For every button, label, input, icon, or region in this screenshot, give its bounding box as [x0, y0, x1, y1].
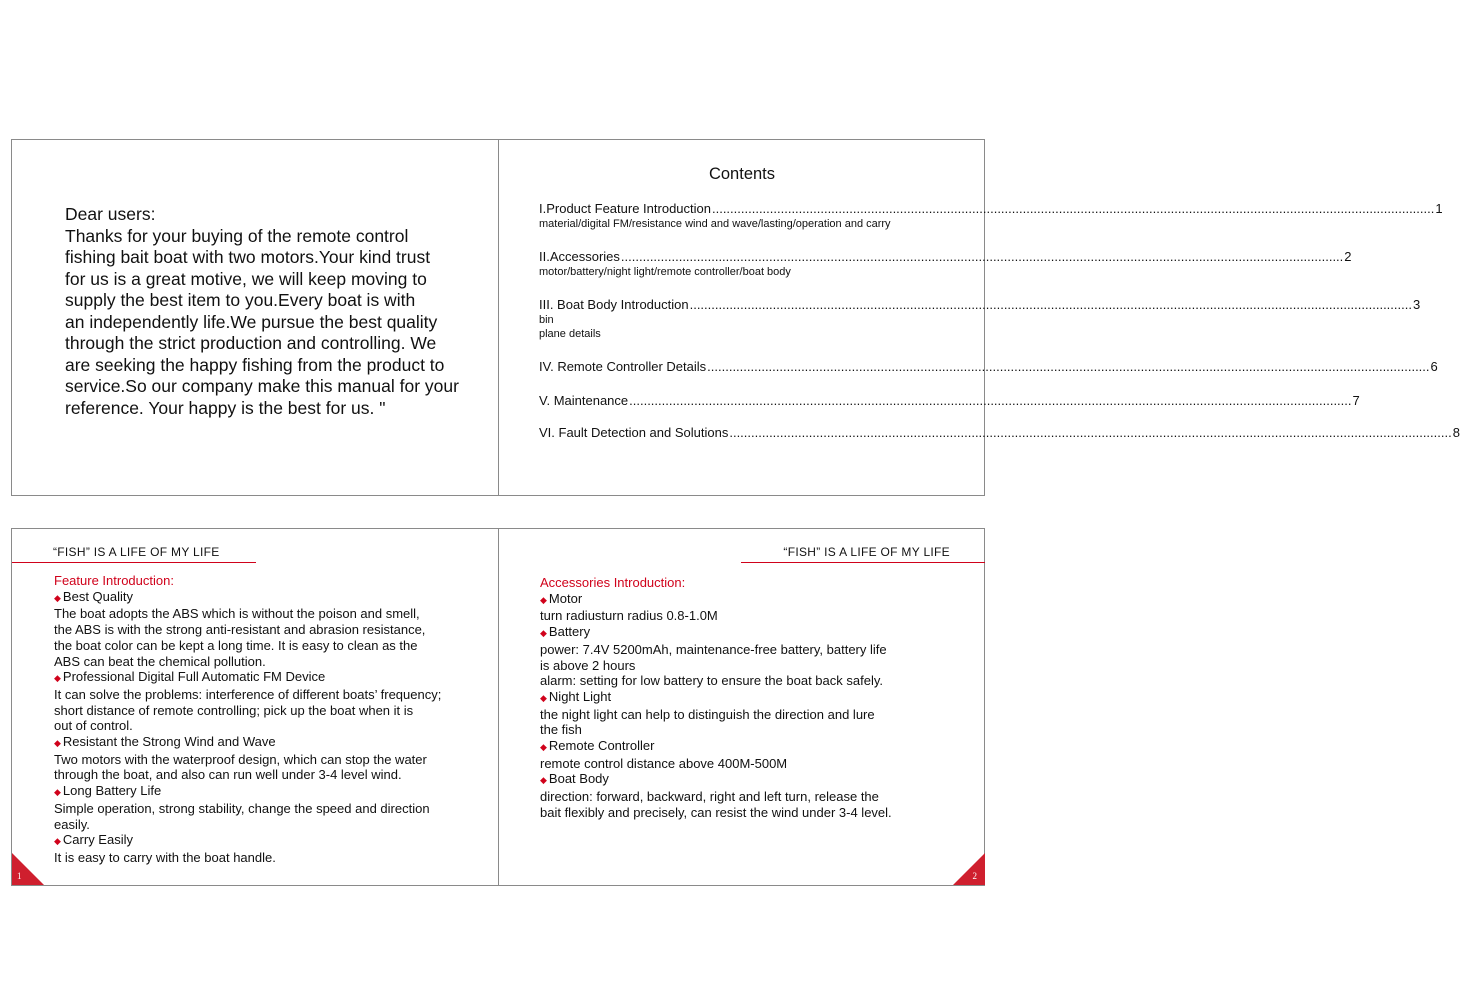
- item-text-line: power: 7.4V 5200mAh, maintenance-free battery, battery life: [540, 641, 887, 657]
- page-corner-mark: [953, 853, 985, 885]
- toc-line: [539, 201, 1443, 217]
- page-letter: [12, 140, 498, 495]
- item-text-line: The boat adopts the ABS which is without the poison and smell,: [54, 606, 420, 622]
- red-diamond-icon: ◆: [54, 787, 61, 798]
- item-heading-text: Remote Controller: [548, 738, 655, 754]
- toc-entry: [539, 201, 1443, 231]
- toc-leader-dots: ........................................................................................................................................................................................................: [729, 425, 1452, 440]
- letter-line: fishing bait boat with two motors.Your kind trust: [65, 247, 431, 267]
- letter-line: through the strict production and controlling. We: [65, 333, 437, 353]
- section-title: Feature Introduction:: [54, 573, 174, 588]
- letter-line: Dear users:: [65, 204, 156, 224]
- item-text-line: Simple operation, strong stability, change the speed and direction: [54, 800, 430, 816]
- item-text-line: ABS can beat the chemical pollution.: [54, 653, 266, 669]
- item-text-line: through the boat, and also can run well under 3-4 level wind.: [54, 767, 402, 783]
- item-heading-text: Long Battery Life: [62, 783, 162, 799]
- item-text-line: the night light can help to distinguish the direction and lure: [540, 706, 875, 722]
- letter-line: reference. Your happy is the best for us. ": [65, 397, 386, 418]
- item-heading-text: Battery: [548, 624, 591, 640]
- item-text-line: remote control distance above 400M-500M: [540, 755, 788, 771]
- item-heading-text: Carry Easily: [62, 832, 133, 848]
- letter-line: are seeking the happy fishing from the product to: [65, 354, 445, 375]
- item-text-line: direction: forward, backward, right and left turn, release the: [540, 789, 879, 805]
- header-tagline: “FISH” IS A LIFE OF MY LIFE: [53, 545, 220, 559]
- item-heading: [540, 591, 892, 609]
- toc-label: IV. Remote Controller Details: [539, 359, 707, 374]
- toc-leader-dots: ........................................................................................................................................................................................................: [629, 393, 1352, 408]
- page-number: 2: [972, 871, 977, 881]
- header-tagline: “FISH” IS A LIFE OF MY LIFE: [783, 545, 950, 559]
- toc-label: VI. Fault Detection and Solutions: [539, 425, 729, 440]
- page-number: 1: [17, 871, 22, 881]
- page-accessories: [499, 529, 985, 885]
- red-diamond-icon: ◆: [540, 628, 547, 639]
- toc-subtitle: motor/battery/night light/remote controller/boat body: [539, 266, 791, 278]
- toc-entry: [539, 249, 1352, 279]
- toc-line: [539, 393, 1360, 409]
- toc-page-number: 3: [1412, 297, 1421, 312]
- toc-entry: [539, 393, 1360, 409]
- header-rule: [741, 562, 985, 563]
- item-text-line: It can solve the problems: interference of different boats’ frequency;: [54, 686, 442, 702]
- item-heading-text: Professional Digital Full Automatic FM Device: [62, 669, 326, 685]
- toc-label: III. Boat Body Introduction: [539, 297, 689, 312]
- red-diamond-icon: ◆: [540, 692, 547, 703]
- red-diamond-icon: ◆: [540, 594, 547, 605]
- toc-leader-dots: ........................................................................................................................................................................................................: [620, 249, 1344, 264]
- page-contents: [499, 140, 1460, 495]
- toc-page-number: 8: [1452, 425, 1460, 440]
- spread-intro: [11, 139, 1460, 496]
- section-title: Accessories Introduction:: [540, 575, 686, 590]
- item-text-line: alarm: setting for low battery to ensure the boat back safely.: [540, 673, 883, 689]
- item-heading: [540, 624, 892, 642]
- item-text-line: short distance of remote controlling; pick up the boat when it is: [54, 702, 414, 718]
- spread-features: [11, 528, 985, 886]
- item-heading-text: Best Quality: [62, 588, 134, 604]
- toc-label: II.Accessories: [539, 249, 620, 264]
- accessories-section: [540, 575, 892, 821]
- item-heading-text: Boat Body: [548, 771, 609, 787]
- red-diamond-icon: ◆: [54, 836, 61, 847]
- toc-page-number: 7: [1352, 393, 1360, 408]
- item-text-line: easily.: [54, 816, 90, 832]
- feature-section: [54, 573, 441, 866]
- item-heading: [540, 689, 892, 707]
- item-heading-text: Night Light: [548, 688, 612, 704]
- item-heading: [54, 832, 441, 850]
- red-diamond-icon: ◆: [540, 775, 547, 786]
- item-text-line: out of control.: [54, 718, 133, 734]
- item-text-line: the fish: [540, 722, 582, 738]
- item-text-line: bait flexibly and precisely, can resist the wind under 3-4 level.: [540, 804, 892, 820]
- toc-entry: [539, 359, 1438, 375]
- letter-line: an independently life.We pursue the best quality: [65, 311, 438, 332]
- item-text-line: turn radiusturn radius 0.8-1.0M: [540, 608, 718, 624]
- toc-page-number: 2: [1344, 249, 1352, 264]
- item-heading-text: Motor: [548, 590, 583, 606]
- toc-page-number: 1: [1435, 201, 1443, 216]
- page-features: [12, 529, 498, 885]
- red-diamond-icon: ◆: [54, 592, 61, 603]
- item-text-line: It is easy to carry with the boat handle.: [54, 849, 276, 865]
- toc-leader-dots: ........................................................................................................................................................................................................: [689, 297, 1412, 312]
- item-heading: [54, 669, 441, 687]
- item-heading: [54, 589, 441, 607]
- toc-label: V. Maintenance: [539, 393, 629, 408]
- letter-line: Thanks for your buying of the remote control: [65, 225, 409, 246]
- letter-line: service.So our company make this manual for your: [65, 376, 459, 396]
- toc-label: I.Product Feature Introduction: [539, 201, 711, 216]
- item-heading: [540, 771, 892, 789]
- toc-subtitle: plane details: [539, 328, 601, 340]
- toc-leader-dots: ........................................................................................................................................................................................................: [711, 201, 1435, 216]
- toc-line: [539, 359, 1438, 375]
- toc-page-number: 6: [1430, 359, 1438, 374]
- letter-line: supply the best item to you.Every boat is with: [65, 290, 416, 310]
- toc-leader-dots: ........................................................................................................................................................................................................: [707, 359, 1430, 374]
- item-text-line: the ABS is with the strong anti-resistant and abrasion resistance,: [54, 622, 426, 638]
- toc-line: [539, 249, 1352, 265]
- item-heading: [54, 783, 441, 801]
- item-heading: [54, 734, 441, 752]
- toc-subtitle: bin: [539, 314, 554, 326]
- item-heading: [540, 738, 892, 756]
- contents-title: Contents: [708, 165, 776, 183]
- red-diamond-icon: ◆: [540, 742, 547, 753]
- toc-entry: [539, 425, 1460, 441]
- red-diamond-icon: ◆: [54, 673, 61, 684]
- letter-line: for us is a great motive, we will keep moving to: [65, 268, 427, 289]
- header-rule: [12, 562, 256, 563]
- toc-subtitle: material/digital FM/resistance wind and wave/lasting/operation and carry: [539, 218, 891, 230]
- welcome-letter: [65, 204, 485, 419]
- toc-line: [539, 297, 1421, 313]
- item-text-line: the boat color can be kept a long time. It is easy to clean as the: [54, 637, 418, 653]
- item-heading-text: Resistant the Strong Wind and Wave: [62, 734, 276, 750]
- red-diamond-icon: ◆: [54, 738, 61, 749]
- item-text-line: Two motors with the waterproof design, which can stop the water: [54, 751, 427, 767]
- item-text-line: is above 2 hours: [540, 657, 636, 673]
- toc-line: [539, 425, 1460, 441]
- toc-entry: [539, 297, 1421, 341]
